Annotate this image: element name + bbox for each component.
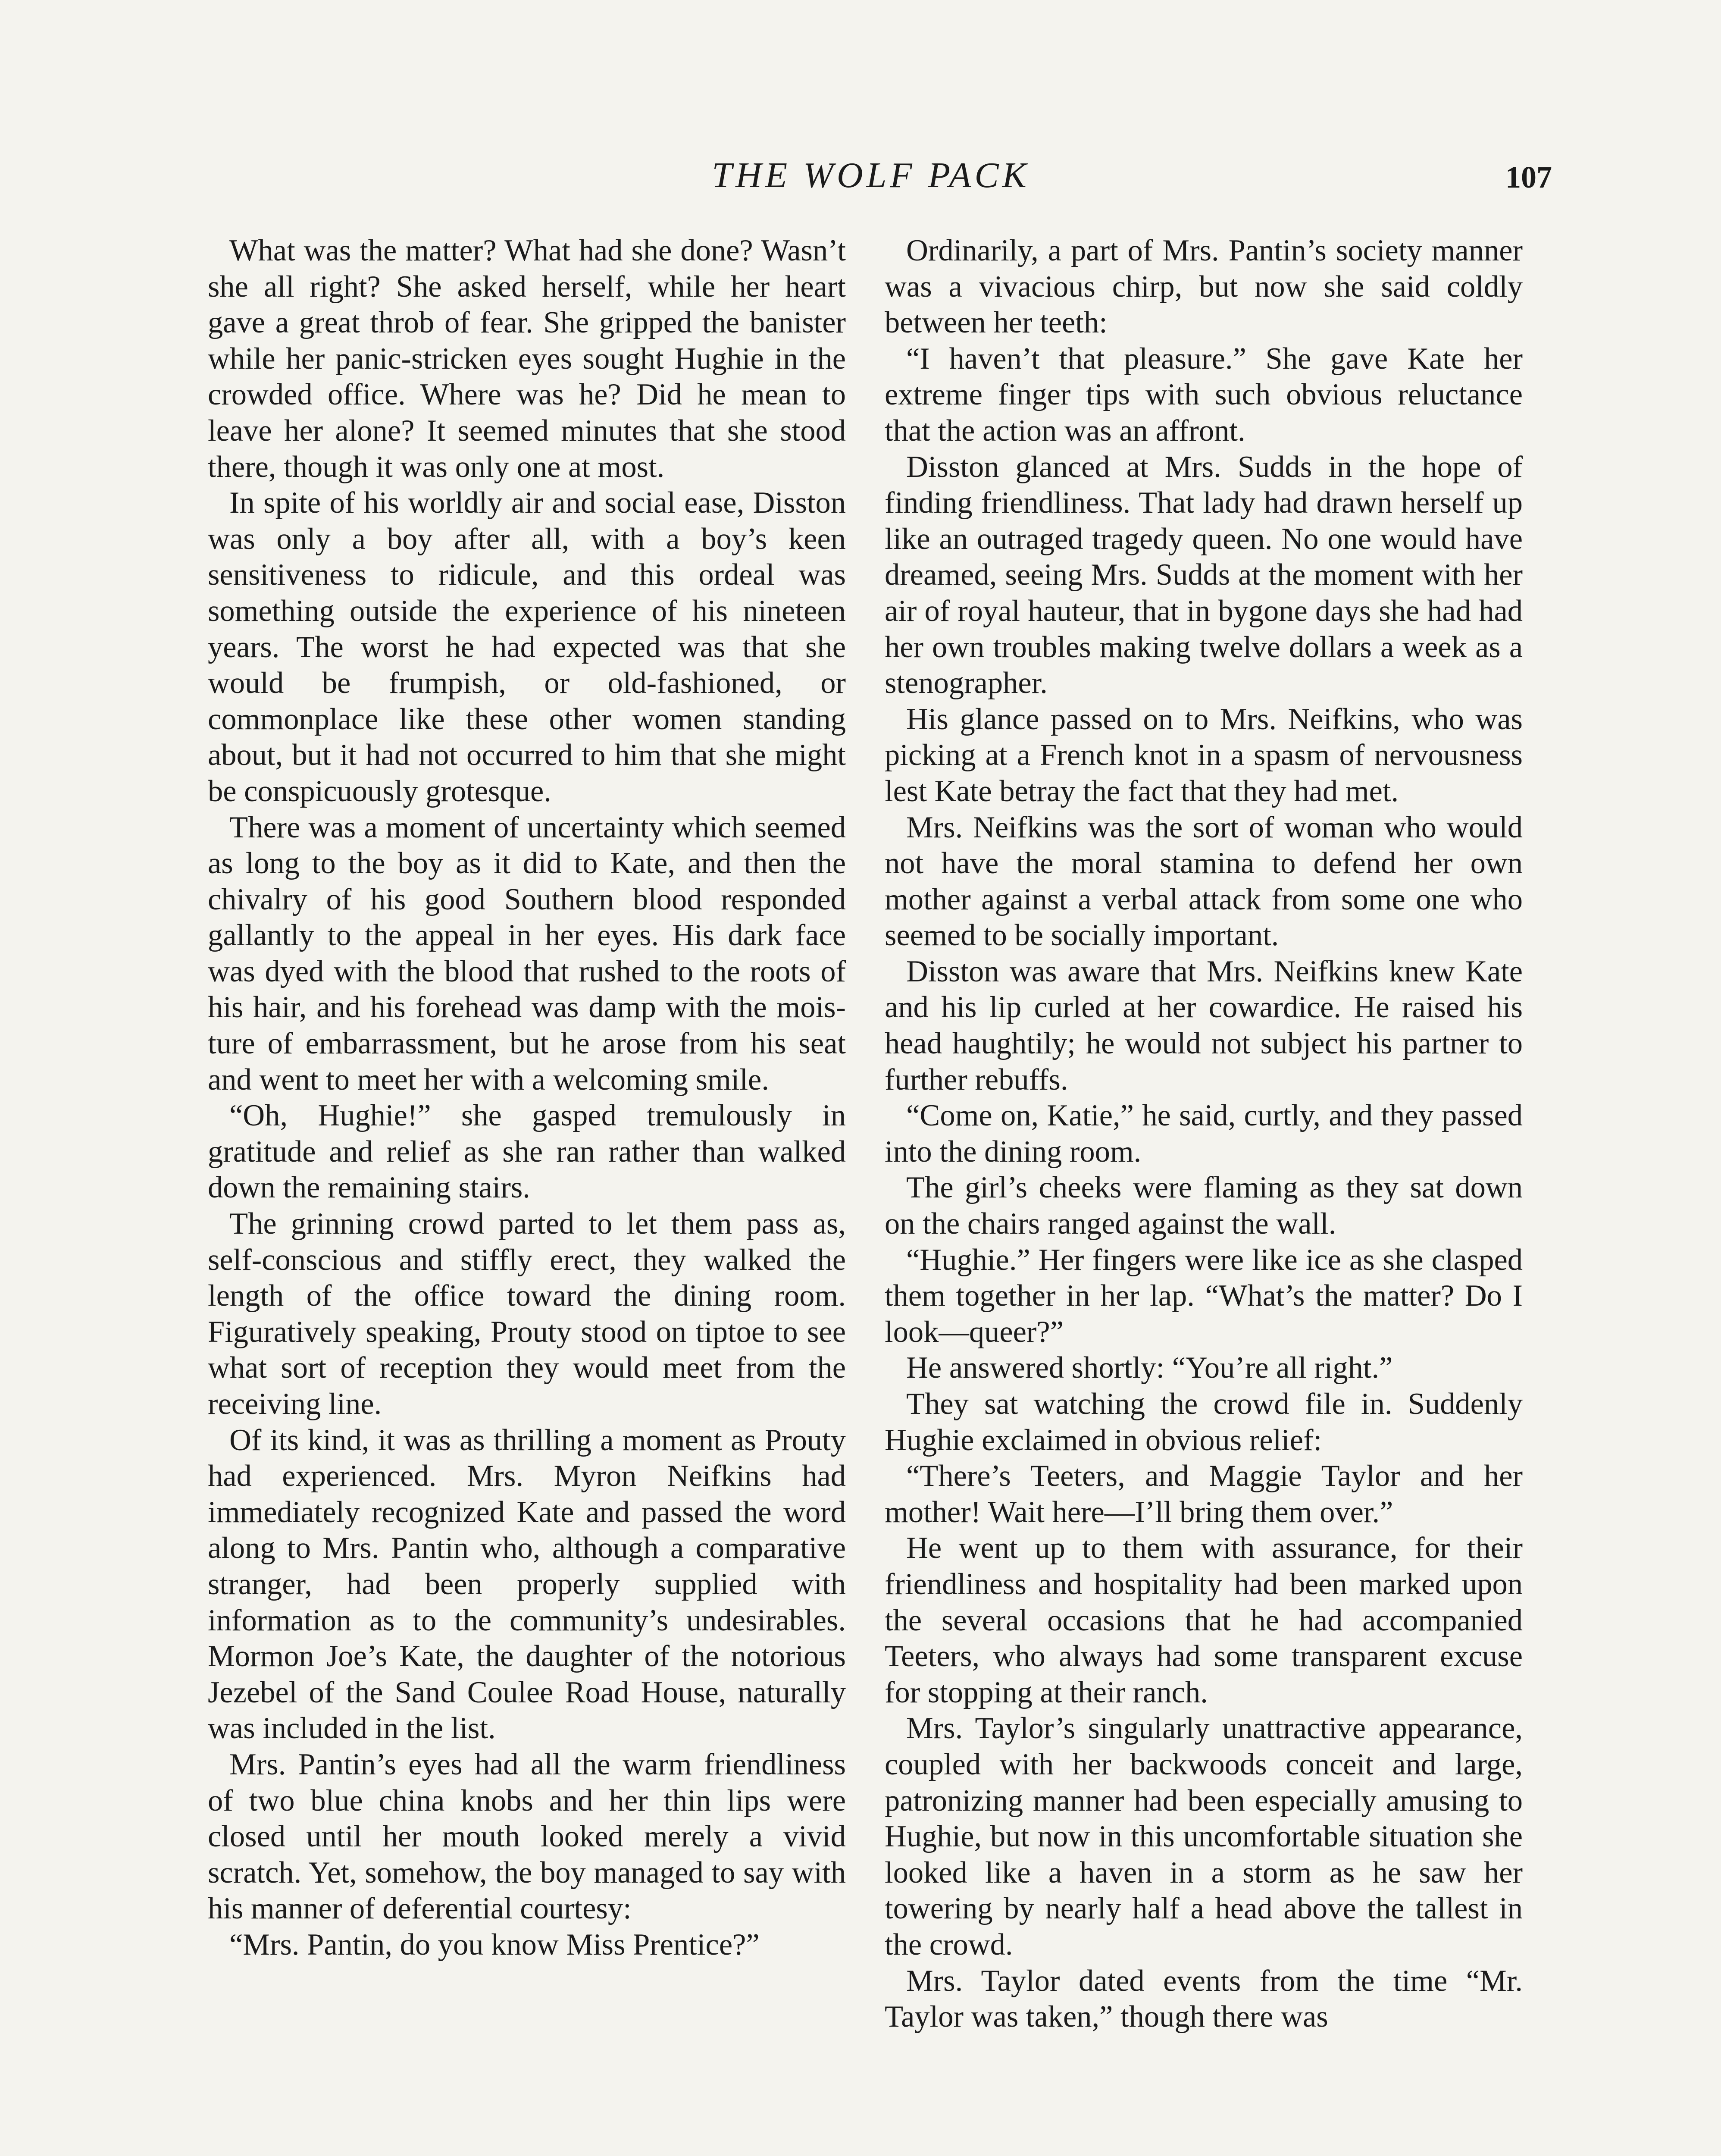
- paragraph: Mrs. Taylor dated events from the time “Mr. Taylor was taken,” though there was: [885, 1964, 1523, 2034]
- paragraph: “There’s Teeters, and Maggie Taylor and her mother! Wait here—I’ll bring them over.”: [885, 1459, 1523, 1529]
- paragraph: He answered shortly: “You’re all right.”: [906, 1351, 1393, 1385]
- paragraph: “Come on, Katie,” he said, curtly, and they passed into the dining room.: [885, 1099, 1523, 1169]
- paragraph: “Mrs. Pantin, do you know Miss Prentice?”: [229, 1927, 760, 1962]
- running-head: [190, 152, 1552, 199]
- paragraph: Mrs. Neifkins was the sort of woman who would not have the moral stamina to defend her own mother against a verbal attack from some one who seemed to be socially important.: [885, 810, 1523, 953]
- paragraph: Of its kind, it was as thrilling a moment as Prouty had experienced. Mrs. Myron Neifkins had immediately recognized Kate and passed the word along to Mrs. Pantin who, although a comparative stranger, had been properly supplied with information as to the community’s undesirables. Mormon Joe’s Kate, the daughter of the notorious Jezebel of the Sand Coulee Road House, naturally was included in the list.: [208, 1423, 846, 1745]
- paragraph: Disston glanced at Mrs. Sudds in the hope of finding friendliness. That lady had drawn herself up like an outraged tragedy queen. No one would have dreamed, seeing Mrs. Sudds at the moment with her air of royal hauteur, that in bygone days she had had her own troubles making twelve dollars a week as a stenographer.: [885, 450, 1523, 700]
- paragraph: There was a moment of uncertainty which seemed as long to the boy as it did to Kate, and then the chivalry of his good Southern blood responded gallantly to the appeal in her eyes. His dark face was dyed with the blood that rushed to the roots of his hair, and his forehead was damp with the moisture of embarrassment, but he arose from his seat and went to meet her with a welcoming smile.: [208, 810, 846, 1097]
- right-column: [885, 233, 1523, 2035]
- paragraph: “Hughie.” Her fingers were like ice as she clasped them together in her lap. “What’s the matter? Do I look—queer?”: [885, 1243, 1523, 1349]
- paragraph: In spite of his worldly air and social ease, Disston was only a boy after all, with a boy’s keen sensitiveness to ridicule, and this ordeal was something outside the experience of his nineteen years. The worst he had expected was that she would be frumpish, or old-fashioned, or commonplace like these other women standing about, but it had not occurred to him that she might be conspicuously grotesque.: [208, 486, 846, 808]
- paragraph: They sat watching the crowd file in. Suddenly Hughie exclaimed in obvious relief:: [885, 1387, 1523, 1457]
- paragraph: Mrs. Pantin’s eyes had all the warm friendliness of two blue china knobs and her thin lips were closed until her mouth looked merely a vivid scratch. Yet, somehow, the boy managed to say with his manner of deferential courtesy:: [208, 1747, 846, 1926]
- paragraph: Mrs. Taylor’s singularly unattractive appearance, coupled with her backwoods conceit and large, patronizing manner had been especially amusing to Hughie, but now in this uncomfortable situation she looked like a haven in a storm as he saw her towering by nearly half a head above the tallest in the crowd.: [885, 1711, 1523, 1962]
- running-title: THE WOLF PACK: [712, 155, 1030, 195]
- paragraph: The grinning crowd parted to let them pass as, self-conscious and stiffly erect, they walked the length of the office toward the dining room. Figuratively speaking, Prouty stood on tiptoe to see what sort of reception they would meet from the receiving line.: [208, 1207, 846, 1421]
- paragraph: He went up to them with assurance, for their friendliness and hospitality had been marked upon the several occasions that he had accompanied Teeters, who always had some transparent excuse for stopping at their ranch.: [885, 1531, 1523, 1709]
- paragraph: “Oh, Hughie!” she gasped tremulously in gratitude and relief as she ran rather than walked down the remaining stairs.: [208, 1099, 846, 1205]
- paragraph: Disston was aware that Mrs. Neifkins knew Kate and his lip curled at her cowardice. He raised his head haughtily; he would not subject his partner to further rebuffs.: [885, 954, 1523, 1097]
- page-number: 107: [1505, 160, 1552, 194]
- paragraph: The girl’s cheeks were flaming as they sat down on the chairs ranged against the wall.: [885, 1171, 1523, 1241]
- paragraph: What was the matter? What had she done? Wasn’t she all right? She asked herself, while her heart gave a great throb of fear. She gripped the banister while her panic-stricken eyes sought Hughie in the crowded office. Where was he? Did he mean to leave her alone? It seemed minutes that she stood there, though it was only one at most.: [208, 234, 846, 484]
- left-column: [208, 233, 846, 1963]
- paragraph: “I haven’t that pleasure.” She gave Kate her extreme finger tips with such obvious reluctance that the action was an affront.: [885, 342, 1523, 448]
- paragraph: Ordinarily, a part of Mrs. Pantin’s society manner was a vivacious chirp, but now she said coldly between her teeth:: [885, 234, 1523, 340]
- paragraph: His glance passed on to Mrs. Neifkins, who was picking at a French knot in a spasm of nervousness lest Kate betray the fact that they had met.: [885, 702, 1523, 808]
